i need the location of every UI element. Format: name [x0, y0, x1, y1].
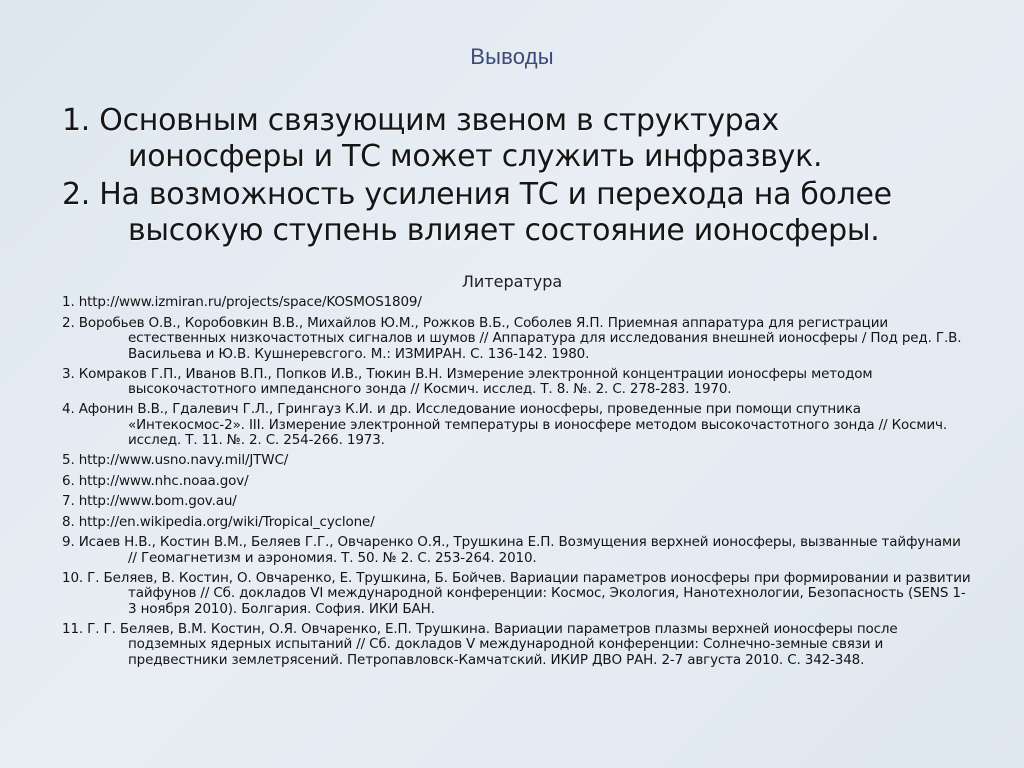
reference-item: 4. Афонин В.В., Гдалевич Г.Л., Грингауз К.И. и др. Исследование ионосферы, проведенные при помощи спутника «Интекосмос-2». III. Измерение электронной температуры в ионосфере методом высокочастотного зонда // Космич. исслед. Т. 11. №. 2. С. 254-266. 1973.: [62, 401, 948, 448]
reference-item: 10. Г. Беляев, В. Костин, О. Овчаренко, Е. Трушкина, Б. Бойчев. Вариации параметров ионосферы при формировании и развитии тайфунов // Сб. докладов VI международной конференции: Космос, Экология, Нанотехнологии, Безопасность (SENS 1-3 ноября 2010). Болгария. София. ИКИ БАН.: [62, 569, 971, 617]
conclusions-list: [62, 103, 962, 251]
reference-item: 6. http://www.nhc.noaa.gov/: [62, 472, 249, 489]
conclusion-item: 1. Основным связующим звеном в структурах ионосферы и ТС может служить инфразвук.: [62, 103, 823, 174]
reference-item: 2. Воробьев О.В., Коробовкин В.В., Михайлов Ю.М., Рожков В.Б., Соболев Я.П. Приемная аппаратура для регистрации естественных низкочастотных сигналов и шумов // Аппаратура для исследования внешней ионосферы / Под ред. Г.В. Васильева и Ю.В. Кушнеревсгого. М.: ИЗМИРАН. С. 136-142. 1980.: [62, 314, 962, 362]
slide-title: Выводы: [470, 44, 554, 69]
reference-item: 8. http://en.wikipedia.org/wiki/Tropical_cyclone/: [62, 513, 375, 530]
reference-item: 11. Г. Г. Беляев, В.М. Костин, О.Я. Овчаренко, Е.П. Трушкина. Вариации параметров плазмы верхней ионосферы после подземных ядерных испытаний // Сб. докладов V международной конференции: Солнечно-земные связи и предвестники землетрясений. Петропавловск-Камчатский. ИКИР ДВО РАН. 2-7 августа 2010. С. 342-348.: [62, 620, 898, 668]
reference-item: 1. http://www.izmiran.ru/projects/space/KOSMOS1809/: [62, 294, 422, 310]
reference-item: 7. http://www.bom.gov.au/: [62, 493, 237, 509]
literature-heading: Литература: [461, 272, 563, 291]
reference-item: 5. http://www.usno.navy.mil/JTWC/: [62, 452, 289, 468]
reference-item: 9. Исаев Н.В., Костин В.М., Беляев Г.Г., Овчаренко О.Я., Трушкина Е.П. Возмущения верхней ионосферы, вызванные тайфунами // Геомагнетизм и аэрономия. Т. 50. № 2. С. 253-264. 2010.: [62, 534, 961, 566]
conclusion-item: 2. На возможность усиления ТС и перехода на более высокую ступень влияет состояние ионосферы.: [62, 177, 892, 248]
reference-item: 3. Комраков Г.П., Иванов В.П., Попков И.В., Тюкин В.Н. Измерение электронной концентрации ионосферы методом высокочастотного импедансного зонда // Космич. исслед. Т. 8. №. 2. С. 278-283. 1970.: [62, 365, 873, 397]
references-list: [62, 295, 972, 673]
